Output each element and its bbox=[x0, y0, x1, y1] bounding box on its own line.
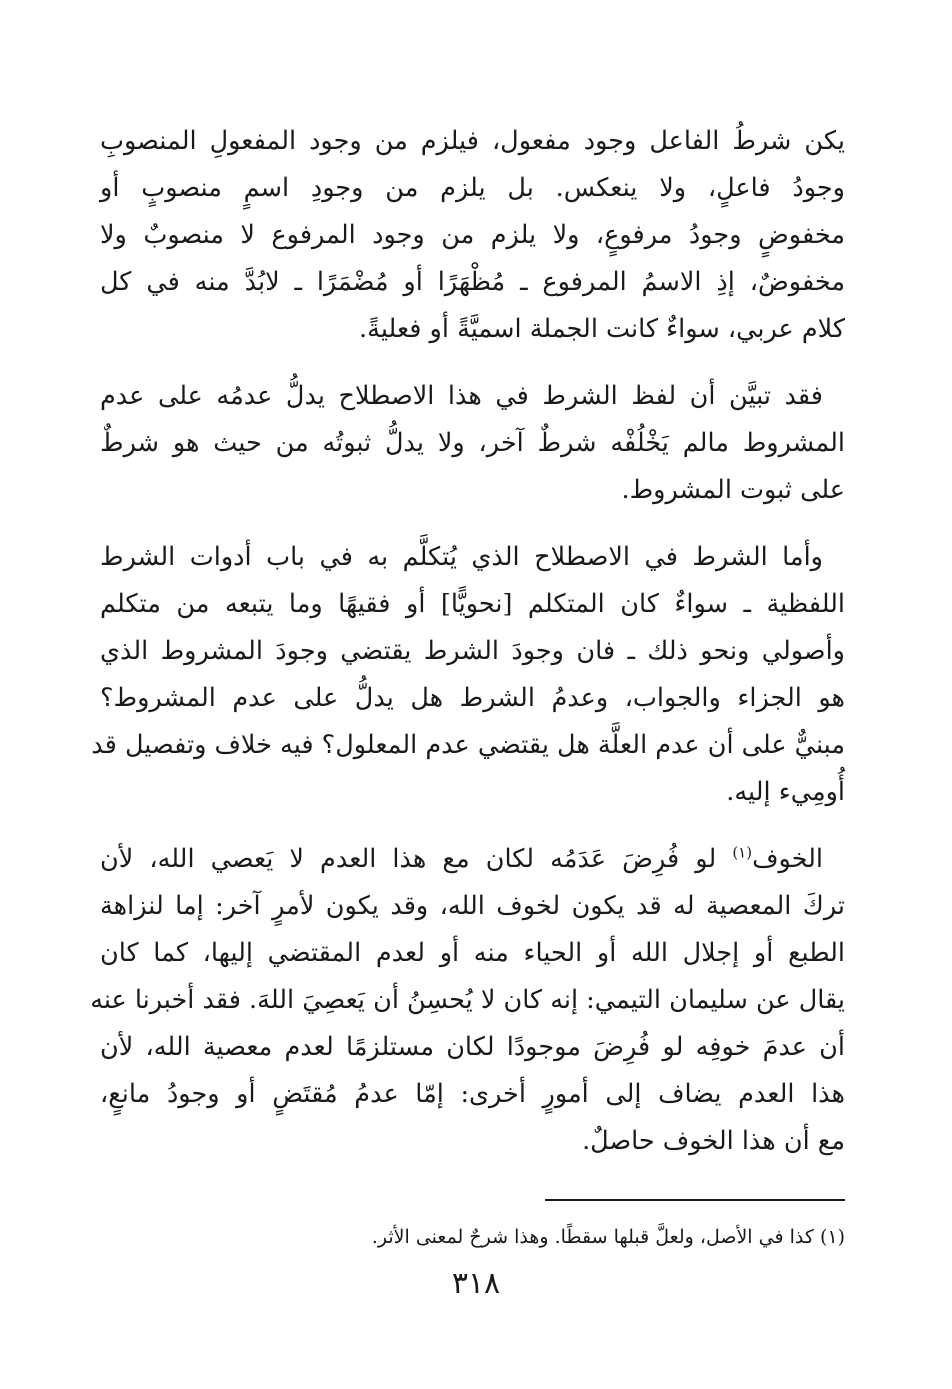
text-line: مع أن هذا الخوف حاصلٌ. bbox=[582, 1126, 845, 1156]
text-line: يكن شرطُ الفاعل وجود مفعول، فيلزم من وجود المفعولِ المنصوبِ bbox=[100, 126, 845, 156]
page-number: ٣١٨ bbox=[451, 1266, 501, 1301]
text-line bbox=[100, 836, 845, 883]
lead-word: الخوف bbox=[752, 844, 824, 874]
main-text bbox=[90, 118, 845, 1185]
text-line: يقال عن سليمان التيمي: إنه كان لا يُحسِنُ أن يَعصِيَ اللهَ. فقد أخبرنا عنه bbox=[90, 985, 845, 1015]
text-line-content: فقد تبيَّن أن لفظ الشرط في هذا الاصطلاح يدلُّ عدمُه على عدم bbox=[100, 381, 823, 411]
text-line: تركَ المعصية له قد يكون لخوف الله، وقد يكون لأمرٍ آخر: إما لنزاهة bbox=[100, 891, 845, 921]
text-line: مخفوضٍ وجودُ مرفوعٍ، ولا يلزم من وجود المرفوع لا منصوبٌ ولا bbox=[100, 220, 845, 250]
text-line bbox=[100, 373, 845, 420]
footnote-reference[interactable]: (١) bbox=[732, 843, 753, 862]
text-line: وأصولي ونحو ذلك ـ فان وجودَ الشرط يقتضي وجودَ المشروط الذي bbox=[100, 636, 845, 666]
text-line: هو الجزاء والجواب، وعدمُ الشرط هل يدلُّ على عدم المشروط؟ bbox=[100, 683, 845, 713]
text-line: مخفوضٌ، إذِ الاسمُ المرفوع ـ مُظْهَرًا أو مُضْمَرًا ـ لابُدَّ منه في كل bbox=[100, 267, 845, 297]
text-line: اللفظية ـ سواءٌ كان المتكلم [نحويًّا] أو فقيهًا وما يتبعه من متكلم bbox=[100, 589, 845, 619]
footnote bbox=[100, 1222, 845, 1252]
paragraph-4 bbox=[90, 836, 845, 1165]
text-line-content: لو فُرِضَ عَدَمُه لكان مع هذا العدم لا يَعصي الله، لأن bbox=[100, 844, 717, 874]
text-line: المشروط مالم يَخْلُفْه شرطٌ آخر، ولا يدلُّ ثبوتُه من حيث هو شرطٌ bbox=[100, 428, 845, 458]
text-line: كلام عربي، سواءٌ كانت الجملة اسميَّةً أو فعليةً. bbox=[359, 314, 845, 344]
text-line: وجودُ فاعلٍ، ولا ينعكس. بل يلزم من وجودِ اسمٍ منصوبٍ أو bbox=[100, 173, 845, 203]
paragraph-3 bbox=[91, 534, 845, 816]
text-line: أُومِيء إليه. bbox=[726, 777, 845, 807]
text-line: على ثبوت المشروط. bbox=[621, 475, 845, 505]
footnote-text: كذا في الأصل، ولعلَّ قبلها سقطًا. وهذا شرحٌ لمعنى الأثر. bbox=[371, 1226, 814, 1248]
paragraph-1 bbox=[100, 118, 845, 353]
paragraph-2 bbox=[100, 373, 845, 514]
text-line: هذا العدم يضاف إلى أمورٍ أخرى: إمّا عدمُ مُقتَضٍ أو وجودُ مانعٍ، bbox=[100, 1079, 845, 1109]
footnote-marker: (١) bbox=[819, 1226, 845, 1248]
text-line-content: وأما الشرط في الاصطلاح الذي يُتكلَّم به في باب أدوات الشرط bbox=[100, 542, 823, 572]
text-line: أن عدمَ خوفِه لو فُرِضَ موجودًا لكان مستلزمًا لعدم معصية الله، لأن bbox=[100, 1032, 845, 1062]
text-line: مبنيٌّ على أن عدم العلَّة هل يقتضي عدم المعلول؟ فيه خلاف وتفصيل قد bbox=[91, 730, 845, 760]
footnote-divider bbox=[545, 1199, 845, 1201]
text-line: الطبع أو إجلال الله أو الحياء منه أو لعدم المقتضي إليها، كما كان bbox=[100, 938, 845, 968]
text-line bbox=[100, 534, 845, 581]
